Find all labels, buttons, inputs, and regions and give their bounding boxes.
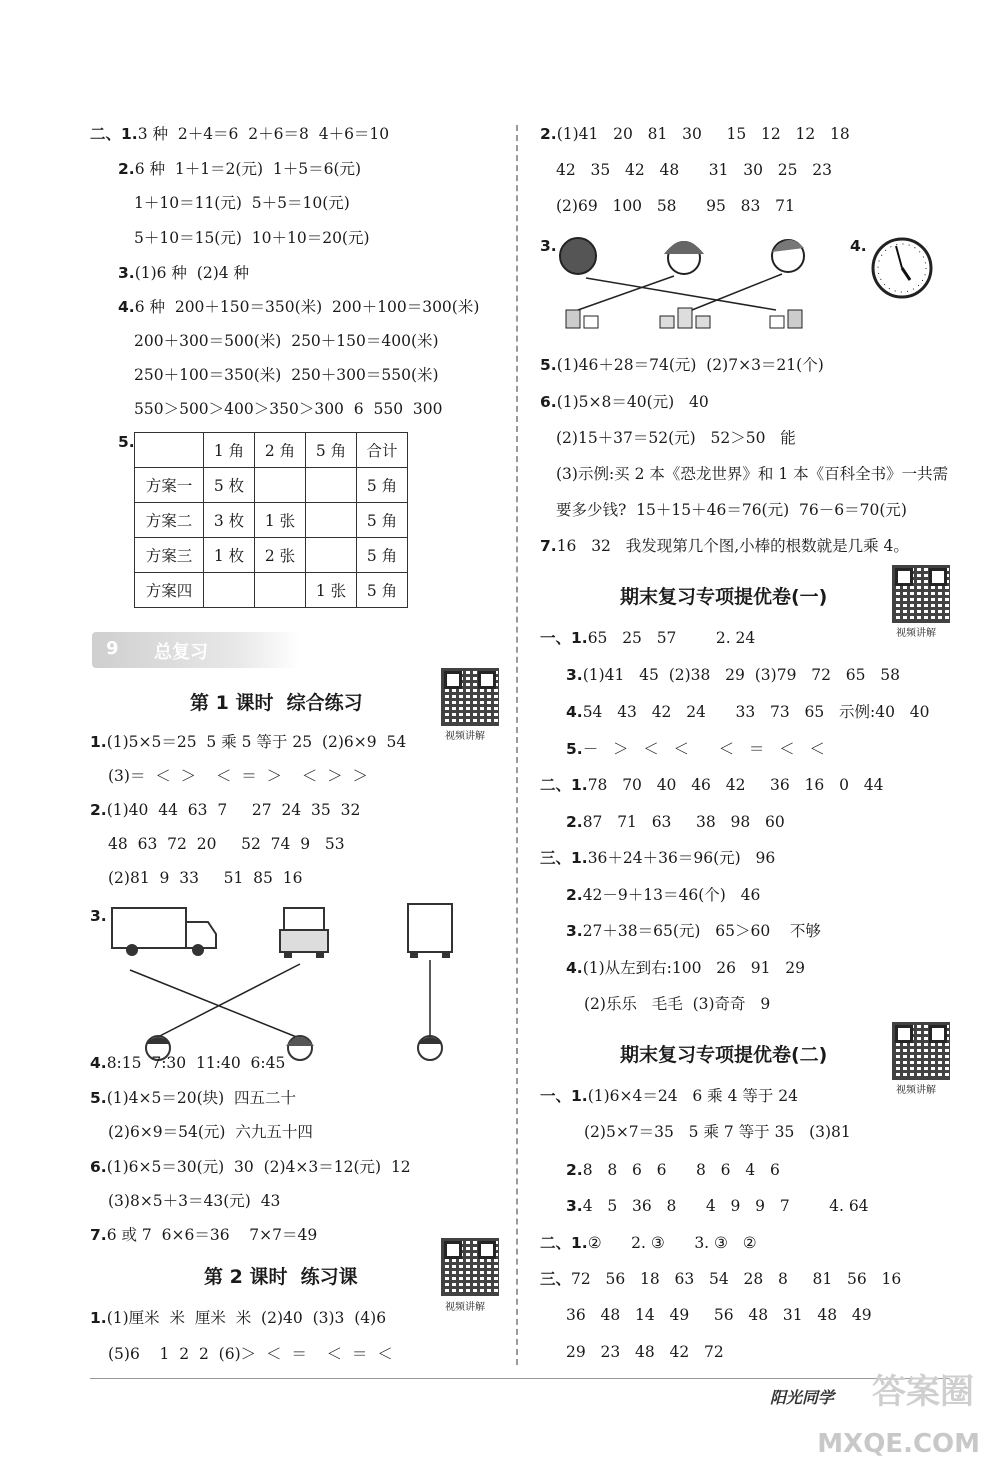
- answer-line: 6.(1)5×8＝40(元) 40: [540, 393, 709, 411]
- child-face-icon: [418, 1036, 442, 1060]
- answer-line: 48 63 72 20 52 74 9 53: [108, 835, 345, 853]
- table-cell: [135, 433, 204, 468]
- truck-back-icon: [408, 904, 452, 958]
- answer-line: 5.(1)4×5＝20(块) 四五二十: [90, 1089, 297, 1107]
- table-cell: 2 张: [255, 538, 306, 573]
- answer-line: 200＋300＝500(米) 250＋150＝400(米): [134, 332, 439, 350]
- answer-line: 3.(1)41 45 (2)38 29 (3)79 72 65 58: [566, 666, 900, 684]
- answer-line: 4.(1)从左到右:100 26 91 29: [566, 959, 805, 977]
- table-row: [135, 573, 408, 608]
- answer-line: 二、1.78 70 40 46 42 36 16 0 44: [540, 776, 884, 794]
- lesson-1-title: 第 1 课时 综合练习: [190, 692, 363, 714]
- answer-line: (5)6 1 2 2 (6)＞ ＜ ＝ ＜ ＝ ＜: [108, 1345, 393, 1363]
- clock-icon: [870, 236, 934, 300]
- answer-line: 3.4 5 36 8 4 9 9 7 4. 64: [566, 1197, 869, 1215]
- table-cell: [306, 503, 357, 538]
- table-row: [135, 503, 408, 538]
- table-cell: [255, 573, 306, 608]
- qr-label: 视频讲解: [445, 1302, 485, 1313]
- table-cell: 5 角: [357, 573, 408, 608]
- match-line: [152, 964, 300, 1040]
- answer-line: 4.54 43 42 24 33 73 65 示例:40 40: [566, 703, 930, 721]
- question-number: 4.: [850, 237, 867, 255]
- child-back-head-icon: [560, 238, 596, 274]
- answer-line: (2)乐乐 毛毛 (3)奇奇 9: [584, 995, 771, 1013]
- answer-line: (2)6×9＝54(元) 六九五十四: [108, 1123, 313, 1141]
- answer-line: 2.(1)41 20 81 30 15 12 12 18: [540, 125, 850, 143]
- chapter-number: 9: [106, 638, 119, 659]
- qr-label: 视频讲解: [445, 731, 485, 742]
- matching-figure-trucks: [100, 900, 460, 1060]
- answer-line: 7.6 或 7 6×6＝36 7×7＝49: [90, 1226, 318, 1244]
- qr-label: 视频讲解: [896, 1085, 936, 1096]
- table-cell: 2 角: [255, 433, 306, 468]
- answer-line: (2)15＋37＝52(元) 52＞50 能: [556, 429, 796, 447]
- answer-line: 2.87 71 63 38 98 60: [566, 813, 785, 831]
- lesson-2-title: 第 2 课时 练习课: [204, 1266, 358, 1288]
- answer-line: (3)示例:买 2 本《恐龙世界》和 1 本《百科全书》一共需: [556, 465, 949, 483]
- answer-line: 5.(1)46＋28＝74(元) (2)7×3＝21(个): [540, 356, 824, 374]
- answer-line: 4.6 种 200＋150＝350(米) 200＋100＝300(米): [118, 298, 480, 316]
- table-cell: [255, 468, 306, 503]
- match-line: [586, 278, 776, 310]
- qr-code[interactable]: [441, 668, 499, 726]
- chapter-banner: [92, 632, 300, 668]
- child-side-face-icon: [772, 240, 804, 272]
- answer-line: 一、1.65 25 57 2. 24: [540, 629, 756, 647]
- footer-brand: 阳光同学: [770, 1388, 835, 1407]
- watermark-text: MXQE.COM: [817, 1429, 980, 1459]
- footer-rule: [90, 1378, 950, 1379]
- match-line: [578, 276, 674, 310]
- blocks-view-icon: [660, 308, 710, 328]
- answer-line: 550＞500＞400＞350＞300 6 550 300: [134, 400, 443, 418]
- answer-line: 1.(1)5×5＝25 5 乘 5 等于 25 (2)6×9 54: [90, 733, 407, 751]
- watermark-logo: 答案圈: [872, 1372, 974, 1412]
- table-cell: 合计: [357, 433, 408, 468]
- qr-code[interactable]: [892, 1022, 950, 1080]
- chapter-title: 总复习: [154, 642, 208, 663]
- table-row: [135, 538, 408, 573]
- answer-line: 2.42－9＋13＝46(个) 46: [566, 886, 761, 904]
- blocks-view-icon: [770, 310, 802, 328]
- child-face-icon: [286, 1036, 314, 1060]
- answer-line: (2)81 9 33 51 85 16: [108, 869, 303, 887]
- answer-line: 3.27＋38＝65(元) 65＞60 不够: [566, 922, 821, 940]
- answer-line: 2.6 种 1＋1＝2(元) 1＋5＝6(元): [118, 160, 362, 178]
- table-cell: 方案一: [135, 468, 204, 503]
- table-cell: 5 角: [357, 468, 408, 503]
- question-number: 3.: [90, 907, 107, 925]
- answer-line: 36 48 14 49 56 48 31 48 49: [566, 1306, 872, 1324]
- answer-line: 42 35 42 48 31 30 25 23: [556, 161, 833, 179]
- blocks-view-icon: [566, 310, 598, 328]
- table-header-row: [135, 433, 408, 468]
- answer-line: (2)5×7＝35 5 乘 7 等于 35 (3)81: [584, 1123, 851, 1141]
- table-cell: 5 角: [306, 433, 357, 468]
- answer-line: 29 23 48 42 72: [566, 1343, 724, 1361]
- qr-code[interactable]: [441, 1238, 499, 1296]
- answer-line: 4.8:15 7:30 11:40 6:45: [90, 1054, 286, 1072]
- truck-front-icon: [280, 908, 328, 958]
- answer-line: (3)＝ ＜ ＞ ＜ ＝ ＞ ＜ ＞ ＞: [108, 767, 368, 785]
- table-cell: 1 张: [306, 573, 357, 608]
- match-line: [692, 274, 782, 310]
- plan-table: [134, 432, 408, 608]
- answer-line: 250＋100＝350(米) 250＋300＝550(米): [134, 366, 439, 384]
- table-row: [135, 468, 408, 503]
- answer-line: 三、72 56 18 63 54 28 8 81 56 16: [540, 1270, 902, 1288]
- table-cell: 1 角: [204, 433, 255, 468]
- table-cell: 1 枚: [204, 538, 255, 573]
- answer-line: 2.(1)40 44 63 7 27 24 35 32: [90, 801, 361, 819]
- answer-line: 3.(1)6 种 (2)4 种: [118, 264, 250, 282]
- answer-line: 三、1.36＋24＋36＝96(元) 96: [540, 849, 776, 867]
- answer-line: 一、1.(1)6×4＝24 6 乘 4 等于 24: [540, 1087, 799, 1105]
- answer-line: 5＋10＝15(元) 10＋10＝20(元): [134, 229, 370, 247]
- answer-line: (2)69 100 58 95 83 71: [556, 197, 795, 215]
- answer-line: 1＋10＝11(元) 5＋5＝10(元): [134, 194, 350, 212]
- truck-side-icon: [112, 908, 216, 956]
- table-cell: [306, 468, 357, 503]
- exam-1-title: 期末复习专项提优卷(一): [620, 586, 828, 608]
- table-cell: 3 枚: [204, 503, 255, 538]
- exam-2-title: 期末复习专项提优卷(二): [620, 1044, 828, 1066]
- answer-line: 5.－ ＞ ＜ ＜ ＜ ＝ ＜ ＜: [566, 740, 825, 758]
- answer-line: 6.(1)6×5＝30(元) 30 (2)4×3＝12(元) 12: [90, 1158, 411, 1176]
- answer-line: 二、1.② 2. ③ 3. ③ ②: [540, 1234, 757, 1252]
- table-cell: [306, 538, 357, 573]
- table-cell: 方案四: [135, 573, 204, 608]
- answer-line: 1.(1)厘米 米 厘米 米 (2)40 (3)3 (4)6: [90, 1309, 387, 1327]
- answer-line: 7.16 32 我发现第几个图,小棒的根数就是几乘 4。: [540, 537, 909, 555]
- table-cell: 5 角: [357, 538, 408, 573]
- table-cell: 1 张: [255, 503, 306, 538]
- answer-line: 二、1.3 种 2＋4＝6 2＋6＝8 4＋6＝10: [90, 125, 390, 143]
- question-number: 5.: [118, 433, 135, 451]
- match-line: [130, 970, 304, 1040]
- table-cell: 5 角: [357, 503, 408, 538]
- question-number: 3.: [540, 237, 557, 255]
- answer-line: 2.8 8 6 6 8 6 4 6: [566, 1161, 780, 1179]
- table-cell: [204, 573, 255, 608]
- child-face-icon: [664, 241, 704, 274]
- qr-code[interactable]: [892, 565, 950, 623]
- column-divider: [516, 125, 518, 1365]
- answer-line: (3)8×5＋3＝43(元) 43: [108, 1192, 281, 1210]
- table-cell: 5 枚: [204, 468, 255, 503]
- matching-figure-views: [556, 234, 836, 334]
- table-cell: 方案二: [135, 503, 204, 538]
- table-cell: 方案三: [135, 538, 204, 573]
- qr-label: 视频讲解: [896, 628, 936, 639]
- answer-line: 要多少钱? 15＋15＋46＝76(元) 76－6＝70(元): [556, 501, 907, 519]
